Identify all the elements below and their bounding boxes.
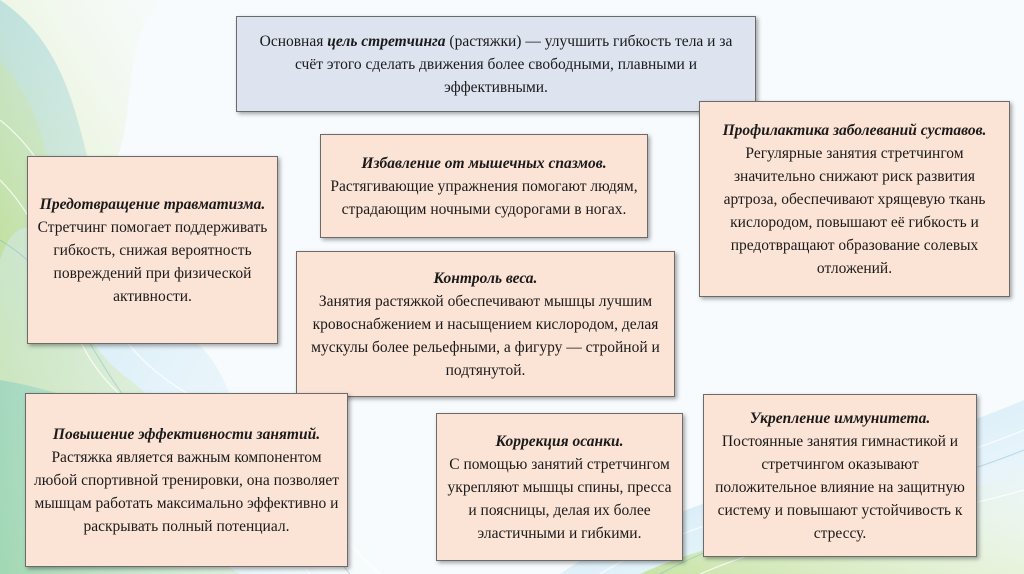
card-posture-title: Коррекция осанки. [495, 432, 624, 450]
card-injury-text: Стретчинг помогает поддерживать гибкость, снижая вероятность повреждений при физической активности. [37, 218, 268, 305]
card-joints-title: Профилактика заболеваний суставов. [722, 121, 987, 139]
card-efficiency-title: Повышение эффективности занятий. [52, 425, 321, 443]
card-immunity-title: Укрепление иммунитета. [749, 409, 931, 427]
card-injury [27, 156, 278, 344]
card-weight-title: Контроль веса. [433, 269, 538, 287]
card-joints [699, 101, 1010, 297]
card-posture [436, 413, 683, 561]
card-spasms [320, 134, 648, 238]
card-weight [296, 251, 675, 397]
main-goal-prefix: Основная [259, 32, 328, 50]
card-spasms-text: Растягивающие упражнения помогают людям, страдающим ночными судорогами в ногах. [330, 177, 638, 218]
card-spasms-title: Избавление от мышечных спазмов. [361, 154, 607, 172]
main-goal-text [245, 30, 747, 99]
card-posture-text: С помощью занятий стретчингом укрепляют мышцы спины, пресса и поясницы, делая их более эластичными и гибкими. [447, 455, 672, 542]
main-goal-box [236, 16, 756, 112]
card-efficiency-text: Растяжка является важным компонентом любой спортивной тренировки, она позволяет мышцам работать максимально эффективно и раскрывать полный потенциал. [34, 448, 340, 535]
main-goal-suffix: (растяжки) — улучшить гибкость тела и за счёт этого сделать движения более свободными, плавными и эффективными. [294, 32, 733, 96]
card-efficiency [25, 393, 348, 567]
card-immunity-text: Постоянные занятия гимнастикой и стретчингом оказывают положительное влияние на защитную систему и повышают устойчивость к стрессу. [715, 432, 965, 542]
card-weight-text: Занятия растяжкой обеспечивают мышцы лучшим кровоснабжением и насыщением кислородом, делая мускулы более рельефными, а фигуру — стройной и подтянутой. [311, 292, 660, 379]
card-injury-title: Предотвращение травматизма. [39, 195, 266, 213]
main-goal-emphasis: цель стретчинга [327, 32, 446, 50]
card-immunity [703, 394, 977, 557]
card-joints-text: Регулярные занятия стретчингом значительно снижают риск развития артроза, обеспечивают хрящевую ткань кислородом, повышают её гибкость и предотвращают образование солевых отложений. [723, 144, 986, 277]
